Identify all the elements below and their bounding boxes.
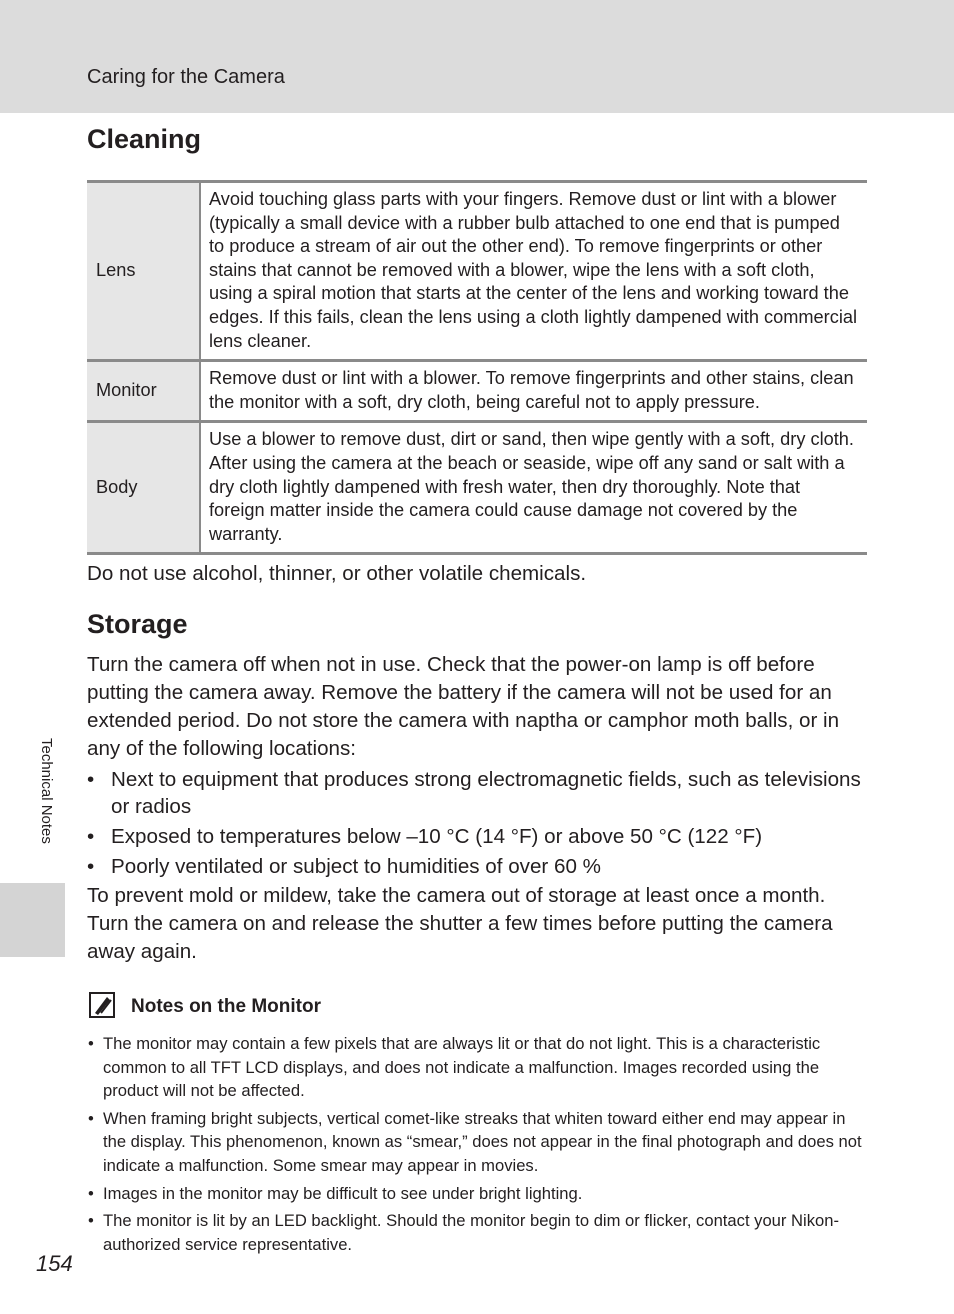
header-band	[0, 0, 954, 113]
section-tab	[0, 883, 65, 957]
cleaning-note: Do not use alcohol, thinner, or other volatile chemicals.	[87, 562, 587, 585]
row-label: Monitor	[87, 361, 200, 422]
storage-outro: To prevent mold or mildew, take the camera out of storage at least once a month. Turn the camera on and release the shutter a few times before putting the camera away again.	[87, 884, 833, 963]
storage-locations-list	[87, 766, 867, 883]
cleaning-table	[87, 180, 867, 555]
running-header: Caring for the Camera	[87, 66, 285, 88]
note-pencil-icon	[89, 992, 115, 1018]
list-item: • The monitor is lit by an LED backlight. Should the monitor begin to dim or flicker, contact your Nikon-authorized service representative.	[87, 1209, 867, 1256]
list-item: • When framing bright subjects, vertical comet-like streaks that whiten toward either end may appear in the display. This phenomenon, known as “smear,” does not appear in the final photograph and does not indicate a malfunction. Some smear may appear in movies.	[87, 1107, 867, 1178]
list-item: • The monitor may contain a few pixels that are always lit or that do not light. This is a characteristic common to all TFT LCD displays, and does not indicate a malfunction. Images recorded using the product will not be affected.	[87, 1032, 867, 1103]
list-item: • Images in the monitor may be difficult to see under bright lighting.	[87, 1182, 867, 1206]
storage-intro: Turn the camera off when not in use. Check that the power-on lamp is off before putting the camera away. Remove the battery if the camera will not be used for an extended period. Do not store the camera with naptha or camphor moth balls, or in any of the following locations:	[87, 653, 840, 760]
list-item: • Exposed to temperatures below –10 °C (14 °F) or above 50 °C (122 °F)	[87, 823, 867, 850]
row-label: Body	[87, 422, 200, 554]
storage-heading: Storage	[87, 609, 188, 639]
table-row	[87, 361, 867, 422]
monitor-notes-list	[87, 1032, 867, 1260]
row-label: Lens	[87, 182, 200, 361]
cleaning-heading: Cleaning	[87, 124, 202, 154]
list-item: • Next to equipment that produces strong electromagnetic fields, such as televisions or radios	[87, 766, 867, 820]
page-number: 154	[36, 1251, 73, 1276]
list-item: • Poorly ventilated or subject to humidities of over 60 %	[87, 853, 867, 880]
row-description: Avoid touching glass parts with your fingers. Remove dust or lint with a blower (typically a small device with a rubber bulb attached to one end that is pumped to produce a stream of air out the other end). To remove fingerprints or other stains that cannot be removed with a blower, wipe the lens with a soft cloth, using a spiral motion that starts at the center of the lens and working toward the edges. If this fails, clean the lens using a cloth lightly dampened with commercial lens cleaner.	[209, 189, 858, 351]
table-row	[87, 182, 867, 361]
row-description: Remove dust or lint with a blower. To remove fingerprints and other stains, clean the monitor with a soft, dry cloth, being careful not to apply pressure.	[209, 368, 854, 412]
table-row	[87, 422, 867, 554]
section-side-label: Technical Notes	[38, 738, 55, 844]
notes-title: Notes on the Monitor	[131, 996, 321, 1017]
row-description: Use a blower to remove dust, dirt or sand, then wipe gently with a soft, dry cloth. After using the camera at the beach or seaside, wipe off any sand or salt with a dry cloth lightly dampened with fresh water, then dry thoroughly. Note that foreign matter inside the camera could cause damage not covered by the warranty.	[209, 429, 854, 544]
